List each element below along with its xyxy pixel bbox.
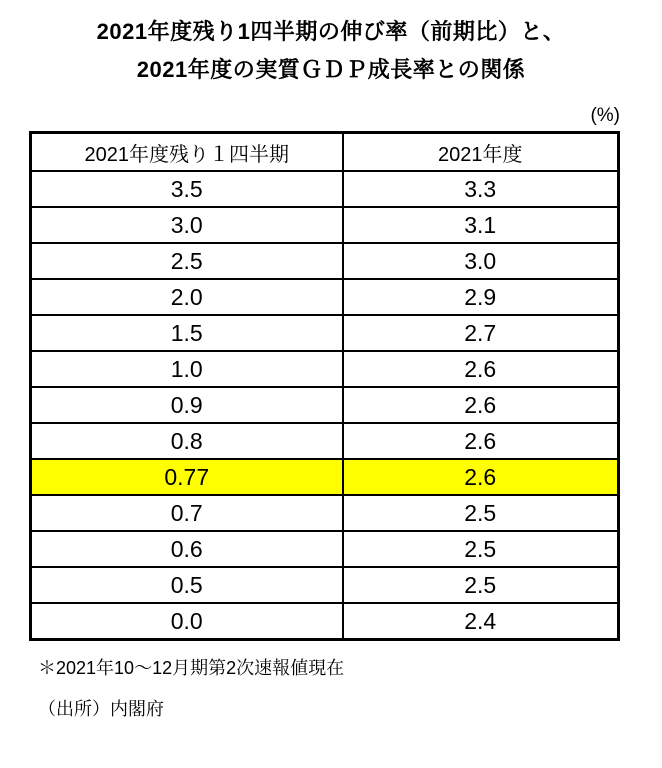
cell-fiscal-year-growth: 2.5: [343, 531, 619, 567]
cell-remaining-quarter-growth: 0.6: [31, 531, 343, 567]
cell-fiscal-year-growth: 2.7: [343, 315, 619, 351]
table-row: [31, 351, 619, 387]
cell-remaining-quarter-growth: 0.9: [31, 387, 343, 423]
cell-remaining-quarter-growth: 0.77: [31, 459, 343, 495]
header-remaining-quarter: 2021年度残り１四半期: [31, 133, 343, 172]
table-row-highlighted: [31, 459, 619, 495]
table-header-row: [31, 133, 619, 172]
cell-remaining-quarter-growth: 0.0: [31, 603, 343, 640]
cell-fiscal-year-growth: 3.1: [343, 207, 619, 243]
table-row: [31, 531, 619, 567]
cell-fiscal-year-growth: 2.9: [343, 279, 619, 315]
footnote-data-vintage: ＊2021年10～12月期第2次速報値現在: [38, 658, 345, 678]
cell-remaining-quarter-growth: 2.5: [31, 243, 343, 279]
table-row: [31, 207, 619, 243]
footnote-source: （出所）内閣府: [38, 699, 164, 719]
title-line-2: 2021年度の実質ＧＤＰ成長率との関係: [136, 57, 526, 82]
cell-fiscal-year-growth: 2.6: [343, 351, 619, 387]
cell-remaining-quarter-growth: 0.8: [31, 423, 343, 459]
table-row: [31, 243, 619, 279]
cell-remaining-quarter-growth: 3.5: [31, 171, 343, 207]
title-line-1: 2021年度残り1四半期の伸び率（前期比）と、: [96, 19, 566, 44]
table-row: [31, 603, 619, 640]
cell-fiscal-year-growth: 2.6: [343, 423, 619, 459]
cell-remaining-quarter-growth: 0.7: [31, 495, 343, 531]
table-row: [31, 495, 619, 531]
gdp-growth-table: [29, 131, 620, 641]
cell-fiscal-year-growth: 2.6: [343, 459, 619, 495]
footnotes: [38, 656, 662, 721]
unit-label: (%): [590, 105, 620, 126]
cell-remaining-quarter-growth: 2.0: [31, 279, 343, 315]
cell-remaining-quarter-growth: 0.5: [31, 567, 343, 603]
cell-fiscal-year-growth: 3.0: [343, 243, 619, 279]
cell-fiscal-year-growth: 2.6: [343, 387, 619, 423]
cell-remaining-quarter-growth: 1.5: [31, 315, 343, 351]
cell-remaining-quarter-growth: 3.0: [31, 207, 343, 243]
table-row: [31, 171, 619, 207]
cell-remaining-quarter-growth: 1.0: [31, 351, 343, 387]
cell-fiscal-year-growth: 2.5: [343, 495, 619, 531]
cell-fiscal-year-growth: 2.4: [343, 603, 619, 640]
cell-fiscal-year-growth: 3.3: [343, 171, 619, 207]
header-fiscal-year: 2021年度: [343, 133, 619, 172]
figure-title: [0, 13, 662, 89]
table-row: [31, 315, 619, 351]
table-row: [31, 279, 619, 315]
table-row: [31, 423, 619, 459]
cell-fiscal-year-growth: 2.5: [343, 567, 619, 603]
table-row: [31, 567, 619, 603]
table-row: [31, 387, 619, 423]
